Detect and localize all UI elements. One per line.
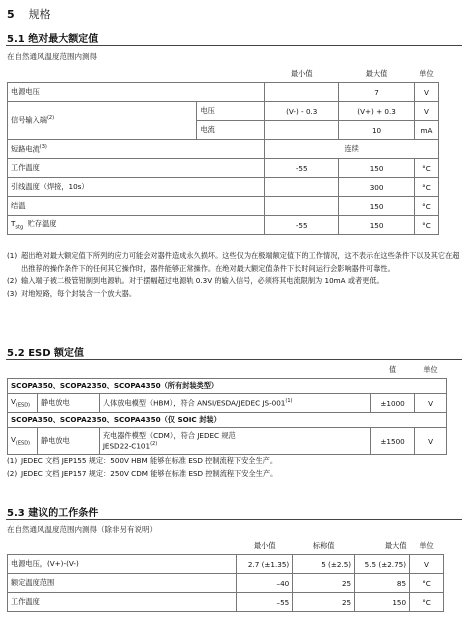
footnote	[7, 455, 462, 468]
cell-max: 5.5 (±2.75)	[355, 555, 410, 574]
table-row	[8, 140, 439, 159]
row-label: 工作温度	[8, 159, 265, 178]
cell-unit: °C	[414, 197, 438, 216]
cell-nom: 25	[293, 593, 355, 612]
abs-max-caption: 在自然通风温度范围内测得	[7, 52, 97, 61]
table-row	[8, 197, 439, 216]
cell-max: 150	[339, 197, 415, 216]
row-label: 引线温度（焊接，10s）	[8, 178, 265, 197]
footnote-text: 超出绝对最大额定值下所列的应力可能会对器件造成永久损坏。这些仅为在极端额定值下的工作情况，这不表示在这些条件下以及其它在超出推荐的操作条件下的任何其它操作时，器件能够正常操作。在绝对最大额定值条件下长时间运行会影响器件可靠性。	[21, 251, 460, 273]
sub-label: 电压	[197, 102, 265, 121]
cell-unit: °C	[410, 574, 444, 593]
footnote-number: (2)	[7, 468, 18, 478]
rec-table	[7, 538, 444, 612]
cell-max: 300	[339, 178, 415, 197]
symbol-cell	[8, 428, 38, 455]
table-row	[8, 102, 439, 121]
header-unit: 单位	[410, 538, 444, 555]
footnote-number: (1)	[7, 251, 18, 260]
row-label: 静电放电	[37, 428, 99, 455]
cell-nom: 5 (±2.5)	[293, 555, 355, 574]
symbol: T	[11, 219, 16, 229]
cell-unit: °C	[414, 159, 438, 178]
table-row	[8, 178, 439, 197]
footnote-text: 对地短路，每个封装含一个放大器。	[21, 288, 137, 298]
storage-label: 贮存温度	[27, 219, 57, 229]
cell-max: 10	[339, 121, 415, 140]
symbol-cell	[8, 394, 38, 413]
header-value: 值	[371, 362, 415, 379]
section-heading	[7, 6, 51, 22]
cell-unit: V	[410, 555, 444, 574]
cell-value: 连续	[265, 140, 439, 159]
desc-text: 人体放电模型（HBM），符合 ANSI/ESDA/JEDEC JS-001	[102, 398, 286, 408]
desc-text: JESD22-C101	[102, 441, 151, 451]
row-label	[8, 140, 265, 159]
table-row	[8, 555, 444, 574]
footnote-ref: (2)	[150, 441, 158, 448]
row-label	[8, 216, 265, 235]
symbol-sub: (ESD)	[15, 440, 31, 447]
cell-unit: V	[415, 394, 447, 413]
footnote-ref: (3)	[39, 143, 47, 150]
section-title: 规格	[28, 8, 51, 21]
cell-unit: V	[414, 83, 438, 102]
table-row	[8, 216, 439, 235]
description	[99, 394, 370, 413]
cell-min: –55	[237, 593, 293, 612]
cell-max: 150	[339, 159, 415, 178]
group-label: SCOPA350、SCOPA2350、SCOPA4350（所有封装类型）	[8, 379, 447, 394]
table-row	[8, 574, 444, 593]
footnote-text: JEDEC 文档 JEP157 规定：250V CDM 能够在标准 ESD 控制流程下安全生产。	[21, 468, 278, 478]
cell-unit: °C	[410, 593, 444, 612]
footnote	[7, 275, 462, 288]
footnote	[7, 250, 462, 275]
cell-min: (V-) - 0.3	[265, 102, 339, 121]
footnote-ref: (2)	[46, 115, 55, 122]
header-nom: 标称值	[293, 538, 355, 555]
row-label	[8, 102, 197, 140]
cell-unit: °C	[414, 178, 438, 197]
table-header	[8, 66, 439, 83]
description	[99, 428, 370, 455]
divider	[6, 519, 462, 520]
footnote-text: JEDEC 文档 JEP155 规定：500V HBM 能够在标准 ESD 控制流程下安全生产。	[21, 456, 278, 465]
header-min: 最小值	[237, 538, 293, 555]
cell-max: 150	[355, 593, 410, 612]
footnote-number: (3)	[7, 288, 18, 298]
row-label: 工作温度	[8, 593, 237, 612]
cell-value: ±1000	[371, 394, 415, 413]
abs-max-table	[7, 66, 439, 235]
table-row	[8, 159, 439, 178]
cell-nom: 25	[293, 574, 355, 593]
table-row	[8, 428, 447, 455]
cell-max: 7	[339, 83, 415, 102]
desc-text: 充电器件模型（CDM），符合 JEDEC 规范	[102, 431, 236, 441]
header-unit: 单位	[414, 66, 438, 83]
cell-unit: mA	[414, 121, 438, 140]
footnote-ref: (1)	[285, 397, 293, 404]
rec-caption: 在自然通风温度范围内测得（除非另有说明）	[7, 525, 157, 534]
header-max: 最大值	[355, 538, 410, 555]
rec-title: 5.3 建议的工作条件	[7, 508, 99, 519]
row-label: 电源电压	[8, 83, 265, 102]
symbol: V	[11, 397, 16, 407]
header-max: 最大值	[339, 66, 415, 83]
table-row	[8, 83, 439, 102]
cell-min: –40	[237, 574, 293, 593]
cell-unit: V	[414, 102, 438, 121]
short-label: 短路电流	[11, 144, 40, 154]
footnote	[7, 288, 462, 301]
row-label: 额定温度范围	[8, 574, 237, 593]
header-min: 最小值	[265, 66, 339, 83]
symbol-sub: (ESD)	[15, 402, 31, 409]
esd-notes	[7, 455, 462, 480]
cell-max: (V+) + 0.3	[339, 102, 415, 121]
symbol: V	[11, 435, 16, 445]
footnote-number: (2)	[7, 276, 18, 285]
cell-min: -55	[265, 159, 339, 178]
table-header	[8, 538, 444, 555]
section-number: 5	[7, 8, 15, 21]
cell-min: 2.7 (±1.35)	[237, 555, 293, 574]
cell-max: 150	[339, 216, 415, 235]
table-row	[8, 593, 444, 612]
cell-unit: °C	[414, 216, 438, 235]
cell-min: -55	[265, 216, 339, 235]
esd-table	[7, 362, 447, 455]
abs-max-title: 5.1 绝对最大额定值	[7, 34, 99, 45]
table-row	[8, 394, 447, 413]
footnote-number: (1)	[7, 456, 18, 465]
sub-label: 电流	[197, 121, 265, 140]
group-label: SCOPA350、SCOPA2350、SCOPA4350（仅 SOIC 封装）	[8, 413, 447, 428]
cell-value: ±1500	[371, 428, 415, 455]
esd-title: 5.2 ESD 额定值	[7, 348, 85, 359]
footnote	[7, 468, 462, 481]
row-label: 结温	[8, 197, 265, 216]
group-row	[8, 379, 447, 394]
table-header	[8, 362, 447, 379]
footnote-text: 输入端子被二极管钳制到电源轨。对于摆幅超过电源轨 0.3V 的输入信号，必须将其电流限制为 10mA 或者更低。	[21, 276, 384, 285]
header-unit: 单位	[415, 362, 447, 379]
divider	[6, 45, 462, 46]
cell-unit: V	[415, 428, 447, 455]
group-row	[8, 413, 447, 428]
signal-label: 信号输入端	[11, 115, 47, 125]
row-label: 静电放电	[37, 394, 99, 413]
cell-max: 85	[355, 574, 410, 593]
row-label: 电源电压，(V+)-(V-)	[8, 555, 237, 574]
symbol-sub: stg	[15, 224, 24, 231]
abs-max-notes	[7, 250, 462, 300]
divider	[6, 359, 462, 360]
